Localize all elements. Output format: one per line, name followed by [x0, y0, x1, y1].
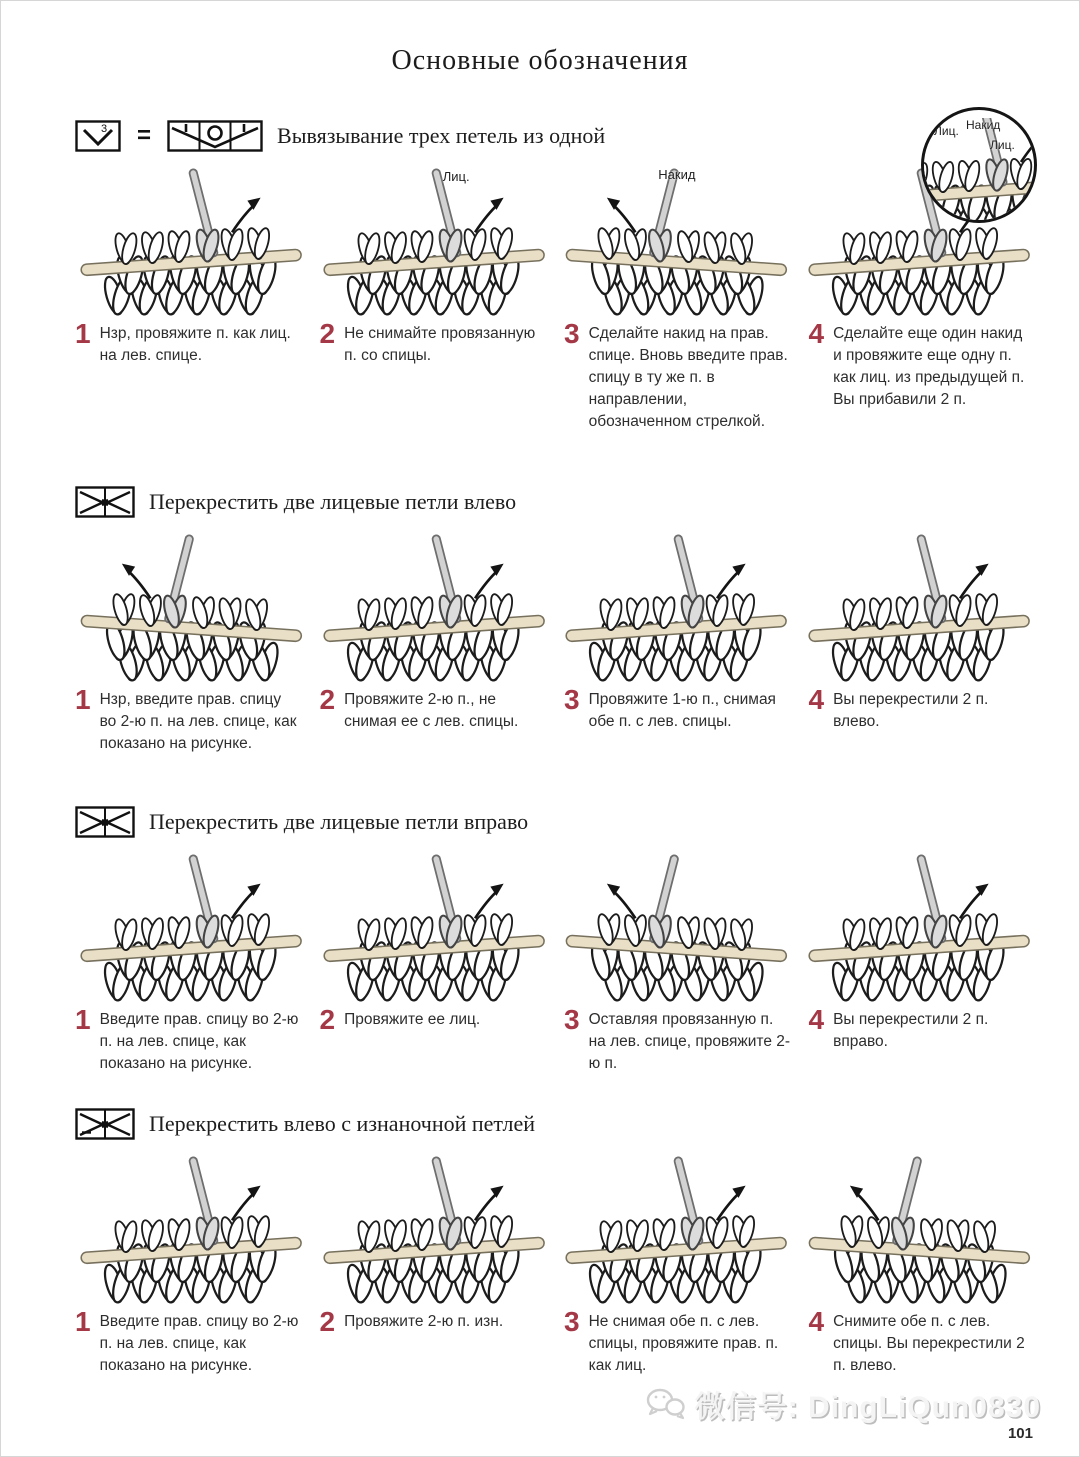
step-item [808, 684, 1036, 755]
section-3-steps [1, 1004, 1079, 1075]
svg-text:3: 3 [101, 123, 108, 135]
wechat-icon [645, 1387, 685, 1421]
knit-swatch-drawing [564, 853, 789, 1006]
knitting-illustration [807, 853, 1032, 1006]
section-3-heading: Перекрестить две лицевые петли вправо [149, 809, 529, 834]
knitting-illustration [807, 1155, 1032, 1308]
step-item [564, 1004, 791, 1075]
step-number: 2 [319, 684, 336, 715]
section-4-heading: Перекрестить влево с изнаночной петлей [149, 1111, 535, 1136]
step-number: 3 [564, 684, 580, 715]
knit-swatch-drawing [79, 533, 304, 686]
step-number: 3 [564, 1306, 580, 1337]
knitting-illustration [564, 167, 789, 320]
page-number: 101 [1007, 1425, 1033, 1442]
step-number: 4 [808, 1004, 825, 1035]
section-cross-2-left [1, 479, 1079, 755]
knitting-illustration [807, 533, 1032, 686]
step-item [319, 1004, 547, 1075]
step-number: 4 [808, 684, 825, 715]
step-text: Снимите обе п. с лев. спицы. Вы перекрестили 2 п. влево. [833, 1313, 1025, 1374]
step-number: 4 [808, 1306, 825, 1337]
section-3-illustrations [1, 853, 1079, 995]
knit-3-from-1-expanded-chart-icon [167, 120, 263, 152]
step-text: Провяжите ее лиц. [344, 1011, 481, 1028]
step-number: 1 [75, 1004, 91, 1035]
knit-swatch-drawing [564, 167, 789, 320]
step-item [75, 684, 302, 755]
step-item [75, 1306, 302, 1377]
knit-swatch-drawing [79, 1155, 304, 1308]
section-2-steps [1, 684, 1079, 755]
knitting-illustration [322, 853, 547, 1006]
knitting-illustration [564, 853, 789, 1006]
step-number: 2 [319, 1306, 336, 1337]
step-text: Провяжите 2-ю п. изн. [344, 1313, 504, 1330]
section-knit-3-from-1 [1, 113, 1079, 433]
knit-swatch-drawing [564, 1155, 789, 1308]
step-text: Введите прав. спицу во 2-ю п. на лев. спице, как показано на рисунке. [99, 1313, 299, 1374]
step-number: 1 [75, 1306, 91, 1337]
step-number: 3 [564, 1004, 580, 1035]
wechat-watermark [645, 1382, 1041, 1426]
step-number: 4 [808, 318, 825, 349]
stitch-label: Накид [658, 167, 696, 182]
step-text: Провяжите 1-ю п., снимая обе п. с лев. спицы. [588, 691, 776, 730]
step-item [564, 318, 791, 433]
step-text: Оставляя провязанную п. на лев. спице, провяжите 2-ю п. [588, 1011, 791, 1072]
section-1-heading: Вывязывание трех петель из одной [277, 123, 606, 148]
cross-2-left-chart-icon [75, 486, 135, 518]
knit-swatch-drawing [807, 1155, 1032, 1308]
step-number: 2 [319, 318, 336, 349]
knit-swatch-drawing [322, 167, 547, 320]
step-item [808, 318, 1036, 433]
magnifier-circle [921, 107, 1037, 223]
equals-sign: = [137, 122, 152, 149]
step-text: Вы перекрестили 2 п. влево. [833, 691, 989, 730]
knitting-illustration [79, 1155, 304, 1308]
step-item [75, 1004, 302, 1075]
step-text: Не снимайте провязанную п. со спицы. [344, 325, 536, 364]
stitch-label: Лиц. [442, 169, 470, 184]
section-2-illustrations [1, 533, 1079, 675]
knit-3-from-1-chart-icon [75, 120, 121, 152]
step-item [564, 684, 791, 755]
knit-swatch-drawing [322, 853, 547, 1006]
step-item [319, 1306, 547, 1377]
knitting-illustration [807, 118, 1032, 320]
step-number: 1 [75, 684, 91, 715]
section-2-heading: Перекрестить две лицевые петли влево [149, 489, 517, 514]
step-text: Нзр, введите прав. спицу во 2-ю п. на лев. спице, как показано на рисунке. [99, 691, 297, 752]
knit-swatch-drawing [79, 853, 304, 1006]
knit-swatch-drawing [564, 533, 789, 686]
cross-2-right-chart-icon [75, 806, 135, 838]
section-4-header [1, 1101, 1079, 1147]
step-item [75, 318, 302, 433]
knit-swatch-drawing [322, 533, 547, 686]
knitting-illustration [322, 1155, 547, 1308]
step-number: 3 [564, 318, 580, 349]
step-item [319, 684, 547, 755]
knitting-illustration [79, 533, 304, 686]
step-number: 1 [75, 318, 91, 349]
knitting-illustration [79, 167, 304, 320]
knitting-illustration [322, 167, 547, 320]
step-item [808, 1004, 1036, 1075]
knit-swatch-drawing [322, 1155, 547, 1308]
cross-2-left-purl-chart-icon [75, 1108, 135, 1140]
step-number: 2 [319, 1004, 336, 1035]
section-4-steps [1, 1306, 1079, 1377]
step-text: Вы перекрестили 2 п. вправо. [833, 1011, 989, 1050]
knitting-illustration [564, 1155, 789, 1308]
knit-swatch-drawing [807, 853, 1032, 1006]
stitch-label: Лиц. [934, 124, 959, 138]
knit-swatch-drawing [79, 167, 304, 320]
step-text: Провяжите 2-ю п., не снимая ее с лев. спицы. [344, 691, 519, 730]
section-cross-2-right [1, 799, 1079, 1075]
section-cross-2-left-purl [1, 1101, 1079, 1377]
step-item [564, 1306, 791, 1377]
step-text: Не снимая обе п. с лев. спицы, провяжите прав. п. как лиц. [588, 1313, 779, 1374]
step-text: Введите прав. спицу во 2-ю п. на лев. спице, как показано на рисунке. [99, 1011, 299, 1072]
section-2-header [1, 479, 1079, 525]
knitting-illustration [564, 533, 789, 686]
knit-swatch-drawing [807, 533, 1032, 686]
stitch-label: Накид [966, 118, 1001, 132]
stitch-label: Лиц. [990, 138, 1015, 152]
step-text: Сделайте накид на прав. спице. Вновь введите прав. спицу в ту же п. в направлении, обозначенном стрелкой. [588, 325, 788, 430]
section-3-header [1, 799, 1079, 845]
section-1-steps [1, 318, 1079, 433]
page-title: Основные обозначения [391, 45, 689, 76]
watermark-text: 微信号: DingLiQun0830 [694, 1391, 1041, 1424]
step-text: Нзр, провяжите п. как лиц. на лев. спице. [99, 325, 291, 364]
step-text: Сделайте еще один накид и провяжите еще одну п. как лиц. из предыдущей п. Вы прибавили 2 п. [833, 325, 1025, 408]
step-item [319, 318, 547, 433]
knitting-illustration [322, 533, 547, 686]
section-4-illustrations [1, 1155, 1079, 1297]
knitting-illustration [79, 853, 304, 1006]
step-item [808, 1306, 1036, 1377]
section-1-header [1, 113, 1079, 159]
